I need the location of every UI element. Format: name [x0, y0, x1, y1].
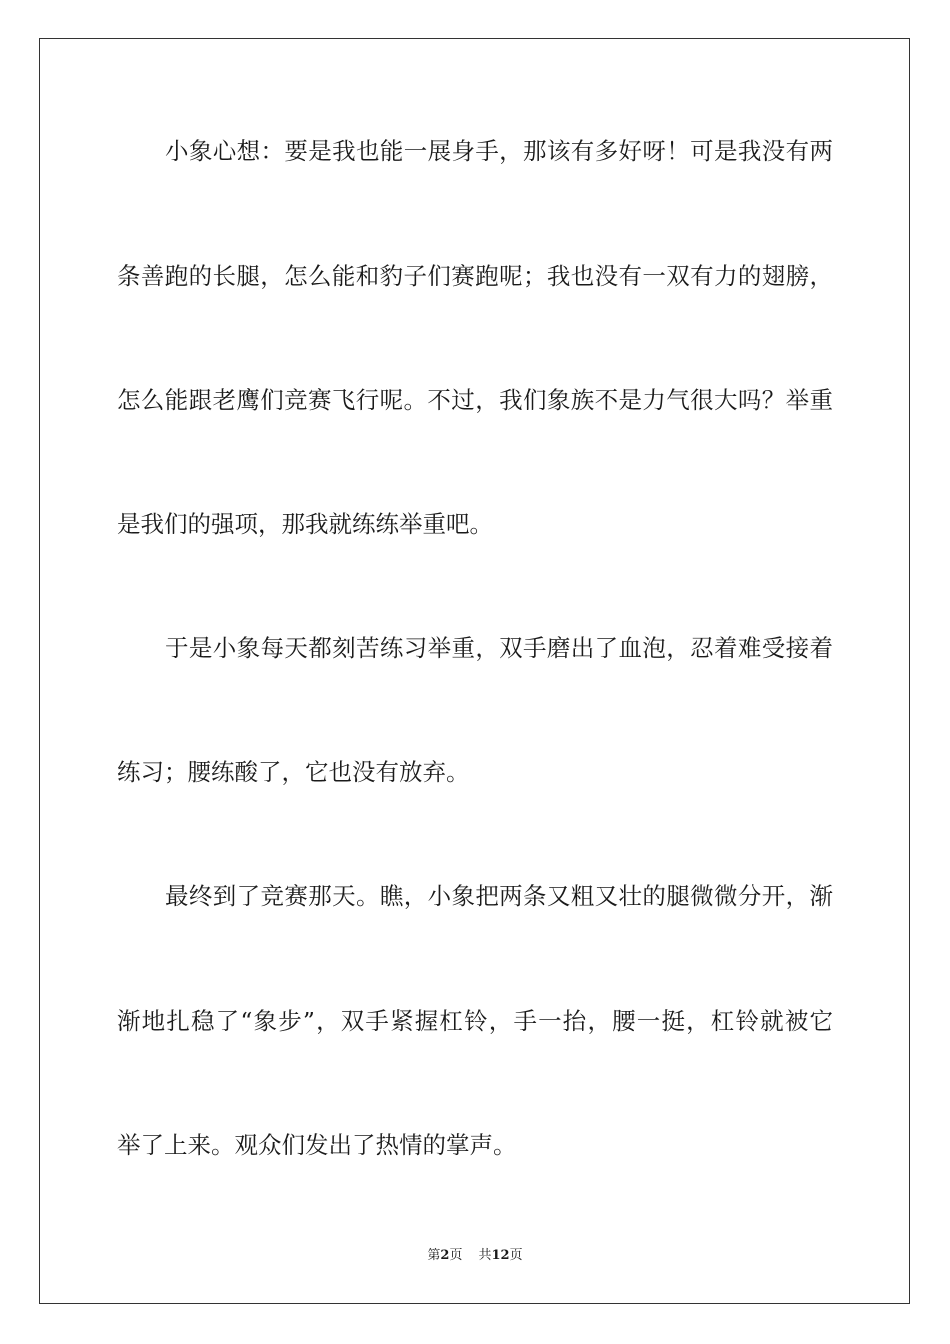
- paragraph-line: 渐地扎稳了“象步”，双手紧握杠铃，手一抬，腰一挺，杠铃就被它: [117, 1007, 833, 1035]
- paragraph-line: 举了上来。观众们发出了热情的掌声。: [117, 1131, 517, 1159]
- paragraph-line: 是我们的强项，那我就练练举重吧。: [117, 510, 493, 538]
- page-border: [39, 38, 910, 1304]
- total-pages: 12: [491, 1248, 510, 1263]
- page-suffix: 页: [449, 1248, 463, 1263]
- paragraph-line: 练习；腰练酸了，它也没有放弃。: [117, 758, 470, 786]
- page-number: 2: [440, 1248, 450, 1263]
- paragraph-line: 小象心想：要是我也能一展身手，那该有多好呀！可是我没有两: [165, 137, 833, 165]
- total-prefix: 共: [478, 1248, 492, 1263]
- page-prefix: 第: [427, 1248, 441, 1263]
- paragraph-line: 条善跑的长腿，怎么能和豹子们赛跑呢；我也没有一双有力的翅膀，: [117, 262, 833, 290]
- paragraph-line: 于是小象每天都刻苦练习举重，双手磨出了血泡，忍着难受接着: [165, 634, 833, 662]
- page-footer: [0, 1247, 950, 1265]
- paragraph-line: 怎么能跟老鹰们竞赛飞行呢。不过，我们象族不是力气很大吗？举重: [117, 386, 833, 414]
- total-suffix: 页: [509, 1248, 523, 1263]
- paragraph-line: 最终到了竞赛那天。瞧，小象把两条又粗又壮的腿微微分开，渐: [165, 882, 833, 910]
